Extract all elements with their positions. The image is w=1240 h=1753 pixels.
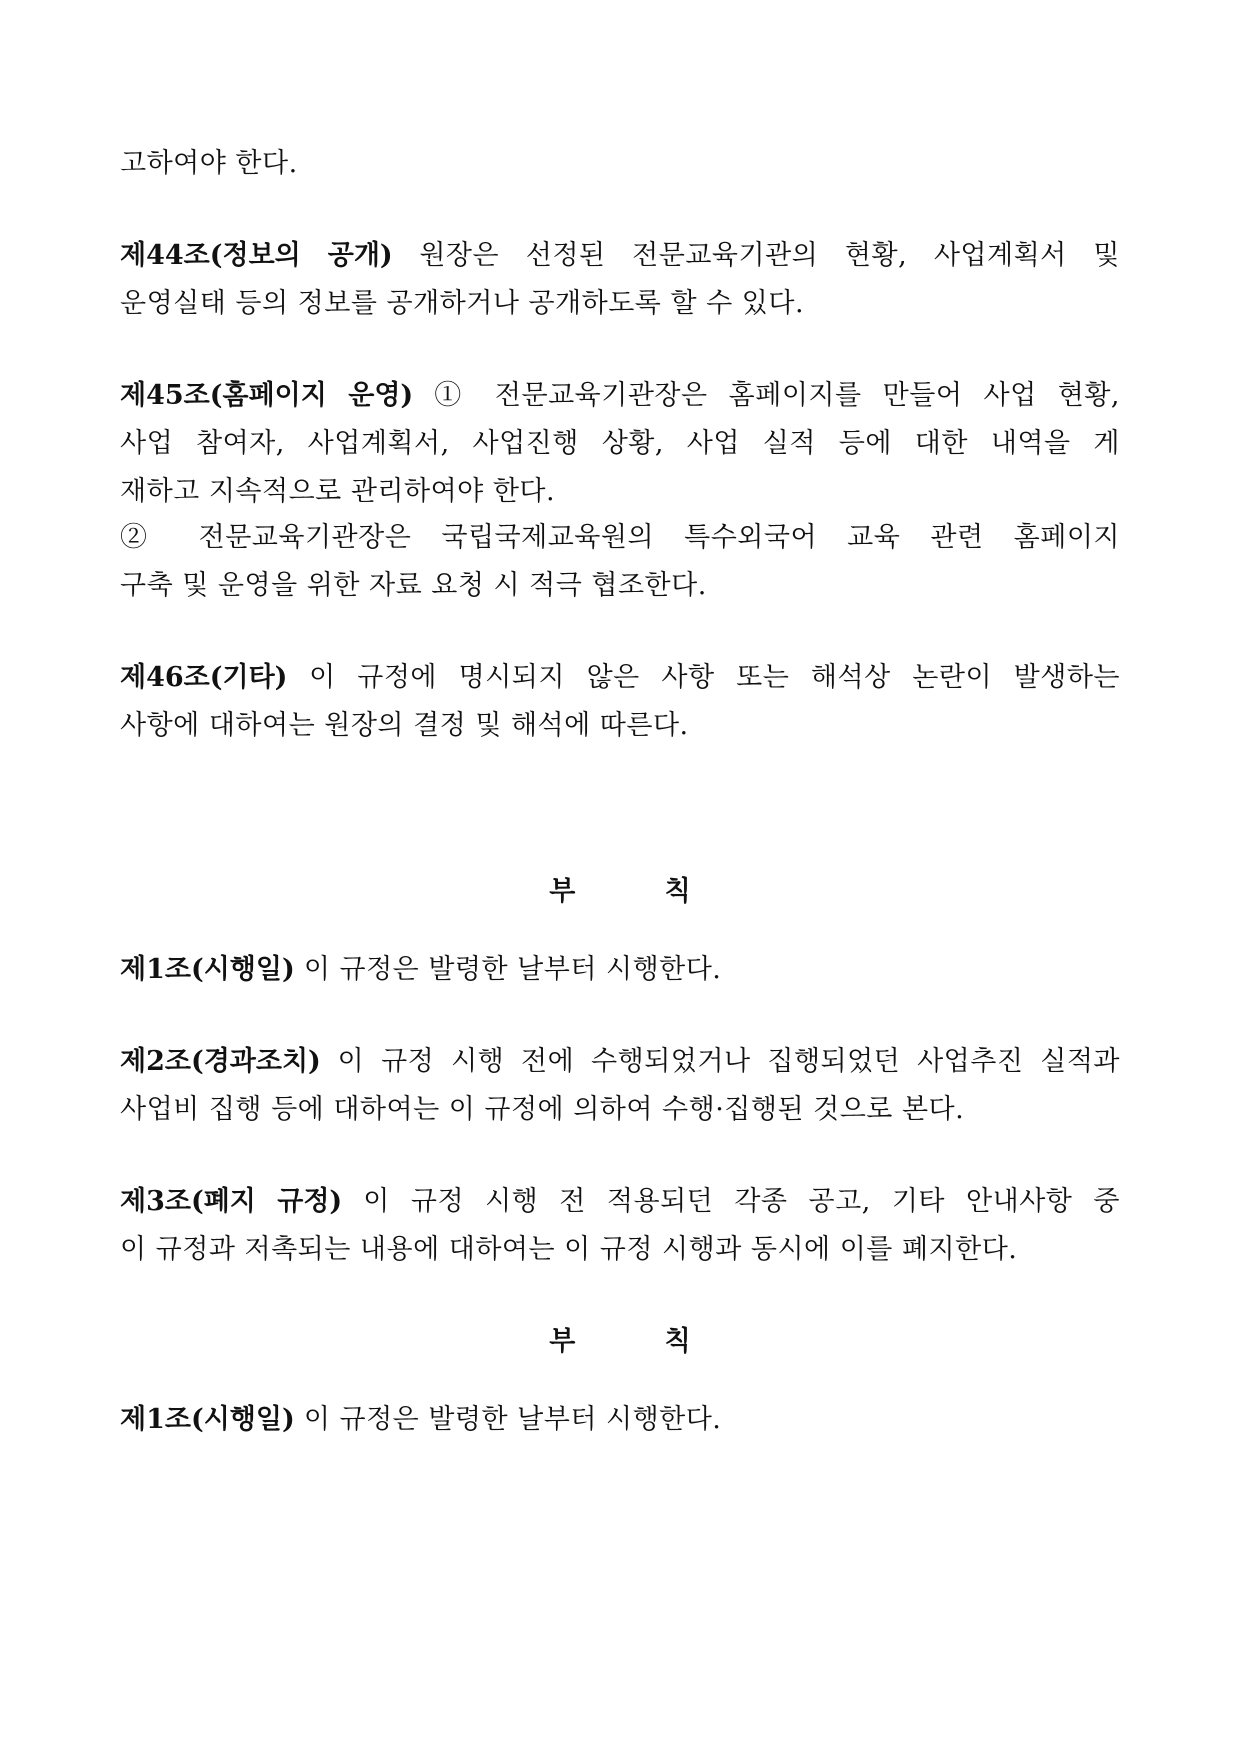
addendum-1-article-3-text: 이 규정 시행 전 적용되던 각종 공고, 기타 안내사항 중 [342, 1186, 1120, 1217]
article-45-line-2: 사업 참여자, 사업계획서, 사업진행 상황, 사업 실적 등에 대한 내역을 게 [120, 428, 1120, 459]
addendum-title: 부 칙 [549, 876, 691, 907]
addendum-title: 부 칙 [549, 1326, 691, 1357]
addendum-1-article-2-text: 이 규정 시행 전에 수행되었거나 집행되었던 사업추진 실적과 [320, 1046, 1120, 1077]
article-45-text: ① 전문교육기관장은 홈페이지를 만들어 사업 현황, [413, 380, 1121, 411]
addendum-1-article-2-line-1 [120, 1042, 1120, 1082]
addendum-1-article-3-line-1 [120, 1182, 1120, 1222]
addendum-1-article-3-heading: 제3조(폐지 규정) [120, 1186, 343, 1217]
article-45-line-5: 구축 및 운영을 위한 자료 요청 시 적극 협조한다. [120, 570, 707, 601]
article-46-heading: 제46조(기타) [120, 662, 288, 693]
article-46-line-2: 사항에 대하여는 원장의 결정 및 해석에 따른다. [120, 710, 689, 741]
article-46-text: 이 규정에 명시되지 않은 사항 또는 해석상 논란이 발생하는 [287, 662, 1120, 693]
addendum-1-article-1-text: 이 규정은 발령한 날부터 시행한다. [294, 954, 722, 985]
addendum-2-article-1-text: 이 규정은 발령한 날부터 시행한다. [294, 1404, 722, 1435]
article-45-line-3: 재하고 지속적으로 관리하여야 한다. [120, 476, 556, 507]
addendum-2-article-1-heading: 제1조(시행일) [120, 1404, 295, 1435]
addendum-1-article-2-line-2: 사업비 집행 등에 대하여는 이 규정에 의하여 수행·집행된 것으로 본다. [120, 1094, 965, 1125]
addendum-2-article-1 [120, 1400, 1120, 1440]
article-46-line-1 [120, 658, 1120, 698]
article-45-line-4: ② 전문교육기관장은 국립국제교육원의 특수외국어 교육 관련 홈페이지 [120, 522, 1120, 553]
article-45-heading: 제45조(홈페이지 운영) [120, 380, 414, 411]
addendum-1-article-1-heading: 제1조(시행일) [120, 954, 295, 985]
article-45-line-1 [120, 376, 1120, 416]
addendum-1-article-3-line-2: 이 규정과 저촉되는 내용에 대하여는 이 규정 시행과 동시에 이를 폐지한다. [120, 1234, 1018, 1265]
article-44-heading: 제44조(정보의 공개) [120, 240, 393, 271]
addendum-1-article-2-heading: 제2조(경과조치) [120, 1046, 321, 1077]
article-44-text: 원장은 선정된 전문교육기관의 현황, 사업계획서 및 [392, 240, 1120, 271]
text-line: 고하여야 한다. [120, 148, 298, 179]
article-44-line-1 [120, 236, 1120, 276]
addendum-1-article-1 [120, 950, 1120, 990]
article-44-line-2: 운영실태 등의 정보를 공개하거나 공개하도록 할 수 있다. [120, 288, 805, 319]
